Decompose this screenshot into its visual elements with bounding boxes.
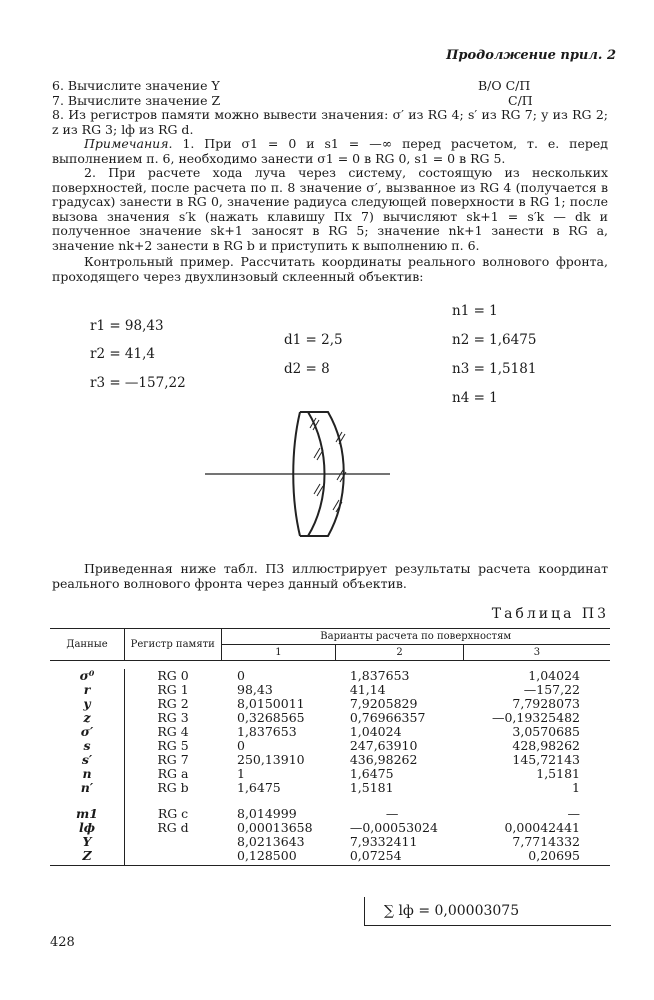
table-row [50,835,610,849]
cell: 436,98262 [349,752,418,767]
table-row [50,781,610,795]
thickness-1: d1 = 2,5 [284,332,343,348]
row-register: RG a [125,767,222,781]
row-register [125,835,222,849]
row-label: m1 [76,806,98,821]
table-row [50,669,610,683]
cell: 1,5181 [349,780,394,795]
row-register: RG 3 [125,711,222,725]
row-register: RG 2 [125,697,222,711]
text-block [52,108,608,284]
cell: 1,04024 [349,724,402,739]
table-intro [52,562,608,591]
thickness-2: d2 = 8 [284,361,330,377]
cell: — [567,806,580,821]
header-register: Регистр памяти [125,629,222,661]
cell: —0,19325482 [491,710,580,725]
table-row [50,711,610,725]
note-1-text: 1. При σ1 = 0 и s1 = —∞ перед расчетом, т. е. перед выполнением п. 6, необходимо занести σ1 = 0 в RG 0, s1 = 0 в RG 5. [52,136,608,166]
cell: — [385,806,399,821]
cell: —157,22 [523,682,580,697]
cell: 428,98262 [512,738,580,753]
step-8: 8. Из регистров памяти можно вывести значения: σ′ из RG 4; s′ из RG 7; y из RG 2; z из RG 3; lф из RG d. [52,107,608,137]
row-label: r [83,682,91,697]
row-register: RG 4 [125,725,222,739]
step-7-text: 7. Вычислите значение Z [52,93,221,108]
radius-3: r3 = —157,22 [90,375,186,391]
cell: 3,0570685 [512,724,580,739]
cell: 0,3268565 [237,710,305,725]
notes-label: Примечания. [84,136,173,151]
table-row [50,767,610,781]
radius-1: r1 = 98,43 [90,318,164,334]
row-register: RG 0 [125,669,222,683]
cell: 1,837653 [349,668,410,683]
cell: 7,7928073 [512,696,580,711]
page-number: 428 [50,935,75,950]
cell: —0,00053024 [349,820,438,835]
table-row [50,807,610,821]
cell: 0 [237,668,245,683]
row-label: z [83,710,91,725]
row-label: σ′ [80,724,94,739]
row-label: Z [50,849,125,866]
header-col-2: 2 [336,645,463,661]
row-label: s′ [81,752,93,767]
cell: 1,6475 [349,766,394,781]
table-row [50,821,610,835]
cell: 1,837653 [237,724,297,739]
row-label: Y [82,834,92,849]
row-label: σ⁰ [79,668,95,683]
cell: 1,6475 [237,780,281,795]
row-label: n′ [80,780,94,795]
note-2: 2. При расчете хода луча через систему, состоящую из нескольких поверхностей, после расчета по п. 8 значение σ′, вызванное из RG 4 (получается в градусах) занести в RG 0, значение радиуса следующей поверхности в RG 1; после вызова значения s′k (нажать клавишу Пх 7) вычисляют sk+1 = s′k — dk и полученное значение sk+1 заносят в RG 5; значение nk+1 занести в RG a, значение nk+2 занести в RG b и приступить к выполнению п. 6. [52,165,608,253]
cell: 1,5181 [536,766,580,781]
index-3: n3 = 1,5181 [452,361,537,377]
row-register: RG 7 [125,753,222,767]
cell: 145,72143 [512,752,580,767]
example-intro: Контрольный пример. Рассчитать координаты реального волнового фронта, проходящего через двухлинзовый склеенный объектив: [52,254,608,284]
row-register: RG b [125,781,222,795]
doublet-lens-diagram [200,400,400,550]
cell: 7,9205829 [349,696,418,711]
table-row [50,753,610,767]
results-table [50,628,610,866]
row-label: y [83,696,91,711]
row-register: RG d [125,821,222,835]
header-data: Данные [50,629,125,661]
running-head: Продолжение прил. 2 [446,48,616,63]
cell: 7,9332411 [349,834,418,849]
row-register: RG c [125,807,222,821]
cell: 0,76966357 [349,710,426,725]
index-1: n1 = 1 [452,303,498,319]
cell: 0 [237,738,245,753]
table-intro-text: Приведенная ниже табл. П3 иллюстрирует результаты расчета координат реального волнового фронта через данный объектив. [52,561,608,591]
header-variants: Варианты расчета по поверхностям [221,629,610,645]
row-label: n [82,766,92,781]
table-caption: Таблица П3 [491,606,609,622]
cell: 0,128500 [221,849,336,866]
step-6-keys: В/О С/П [478,78,531,93]
row-label: s [83,738,91,753]
step-7-keys: С/П [508,93,533,108]
cell: 1 [572,780,580,795]
note-1 [52,137,608,166]
cell: 0,00013658 [237,820,313,835]
index-4: n4 = 1 [452,390,498,406]
table-row [50,697,610,711]
cell: 0,07254 [336,849,463,866]
cell: 0,20695 [463,849,610,866]
cell: 247,63910 [349,738,418,753]
radius-2: r2 = 41,4 [90,346,155,362]
cell: 1,04024 [528,668,580,683]
row-label: lф [78,820,96,835]
cell: 8,014999 [237,806,297,821]
cell: 41,14 [349,682,386,697]
row-register: RG 5 [125,739,222,753]
table-row [50,849,610,866]
header-col-3: 3 [463,645,610,661]
cell: 98,43 [237,682,273,697]
sum-lf: ∑ lф = 0,00003075 [384,903,520,919]
cell: 1 [237,766,245,781]
cell: 8,0213643 [237,834,305,849]
index-2: n2 = 1,6475 [452,332,537,348]
cell: 0,00042441 [504,820,580,835]
cell: 8,0150011 [237,696,305,711]
cell: 250,13910 [237,752,305,767]
row-register: RG 1 [125,683,222,697]
header-col-1: 1 [221,645,336,661]
step-6-text: 6. Вычислите значение Y [52,78,220,93]
table-row [50,725,610,739]
table-row [50,683,610,697]
cell: 7,7714332 [512,834,580,849]
table-row [50,739,610,753]
row-register [125,849,222,866]
